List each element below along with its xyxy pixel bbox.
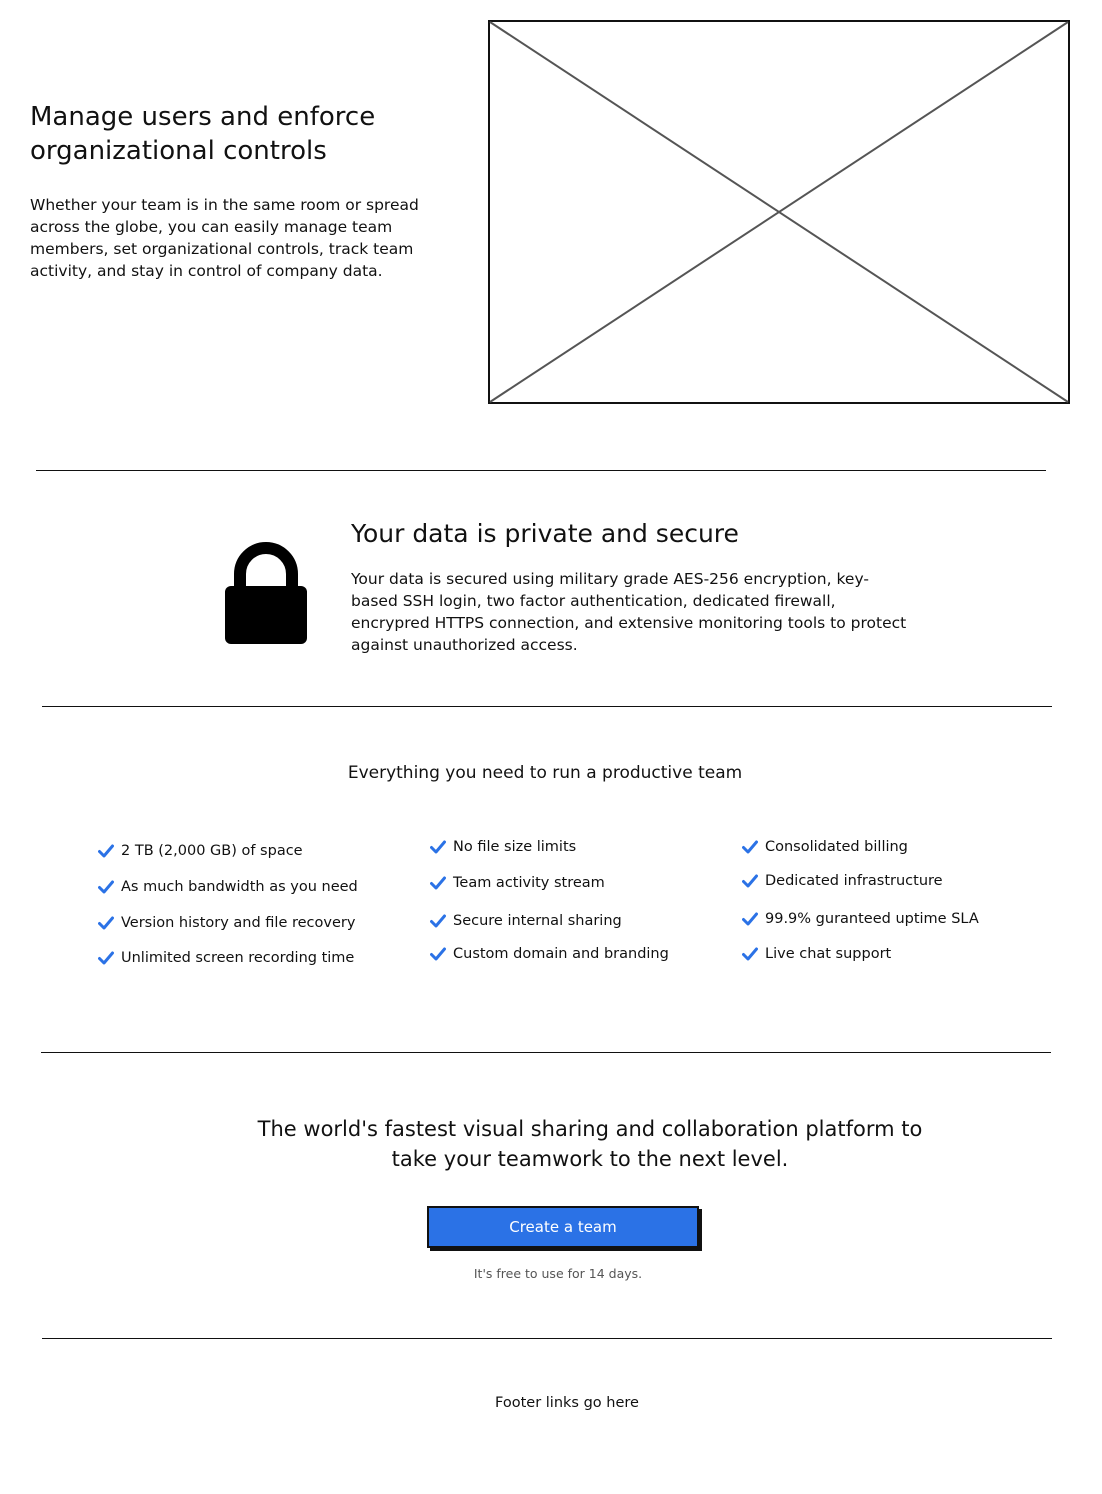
feature-item xyxy=(742,909,979,929)
security-description: Your data is secured using military grade AES-256 encryption, key-based SSH login, two factor authentication, dedicated firewall, encrypred HTTPS connection, and extensive monitoring tools to protect against unauthorized access. xyxy=(351,570,907,654)
checkmark-icon xyxy=(742,947,758,961)
feature-item xyxy=(98,877,358,897)
feature-item xyxy=(430,911,622,931)
feature-item xyxy=(430,873,605,893)
feature-item xyxy=(742,837,908,857)
feature-label: Team activity stream xyxy=(453,875,605,891)
feature-item xyxy=(430,944,669,964)
cta-text: The world's fastest visual sharing and collaboration platform to take your teamwork to the next level. xyxy=(257,1117,923,1171)
hero-title: Manage users and enforce organizational controls xyxy=(30,102,376,166)
features-heading: Everything you need to run a productive team xyxy=(347,763,743,783)
checkmark-icon xyxy=(430,914,446,928)
feature-label: 99.9% guranteed uptime SLA xyxy=(765,911,979,927)
hero-description: Whether your team is in the same room or spread across the globe, you can easily manage team members, set organizational controls, track team activity, and stay in control of company data. xyxy=(30,196,419,280)
feature-label: Version history and file recovery xyxy=(121,915,356,931)
feature-label: Live chat support xyxy=(765,946,892,962)
feature-label: No file size limits xyxy=(453,839,577,855)
checkmark-icon xyxy=(98,916,114,930)
checkmark-icon xyxy=(98,844,114,858)
checkmark-icon xyxy=(430,947,446,961)
section-divider xyxy=(41,1052,1051,1053)
section-divider xyxy=(42,706,1052,707)
section-divider xyxy=(36,470,1046,471)
feature-item xyxy=(98,841,303,861)
checkmark-icon xyxy=(742,840,758,854)
security-title: Your data is private and secure xyxy=(351,519,739,548)
feature-item xyxy=(98,948,354,968)
checkmark-icon xyxy=(430,876,446,890)
checkmark-icon xyxy=(742,874,758,888)
feature-label: Consolidated billing xyxy=(765,839,908,855)
feature-item xyxy=(430,837,576,857)
feature-label: Custom domain and branding xyxy=(453,946,669,962)
trial-note: It's free to use for 14 days. xyxy=(473,1266,643,1281)
feature-item xyxy=(98,913,355,933)
feature-label: Unlimited screen recording time xyxy=(121,950,355,966)
image-placeholder xyxy=(488,20,1070,404)
lock-icon xyxy=(222,540,310,646)
footer-links[interactable]: Footer links go here xyxy=(495,1395,639,1411)
checkmark-icon xyxy=(98,880,114,894)
create-team-button[interactable]: Create a team xyxy=(427,1206,699,1248)
feature-item xyxy=(742,871,943,891)
feature-item xyxy=(742,944,891,964)
section-divider xyxy=(42,1338,1052,1339)
feature-label: Secure internal sharing xyxy=(453,913,622,929)
checkmark-icon xyxy=(430,840,446,854)
checkmark-icon xyxy=(98,951,114,965)
feature-label: 2 TB (2,000 GB) of space xyxy=(121,843,303,859)
checkmark-icon xyxy=(742,912,758,926)
feature-label: Dedicated infrastructure xyxy=(765,873,943,889)
feature-label: As much bandwidth as you need xyxy=(121,879,358,895)
